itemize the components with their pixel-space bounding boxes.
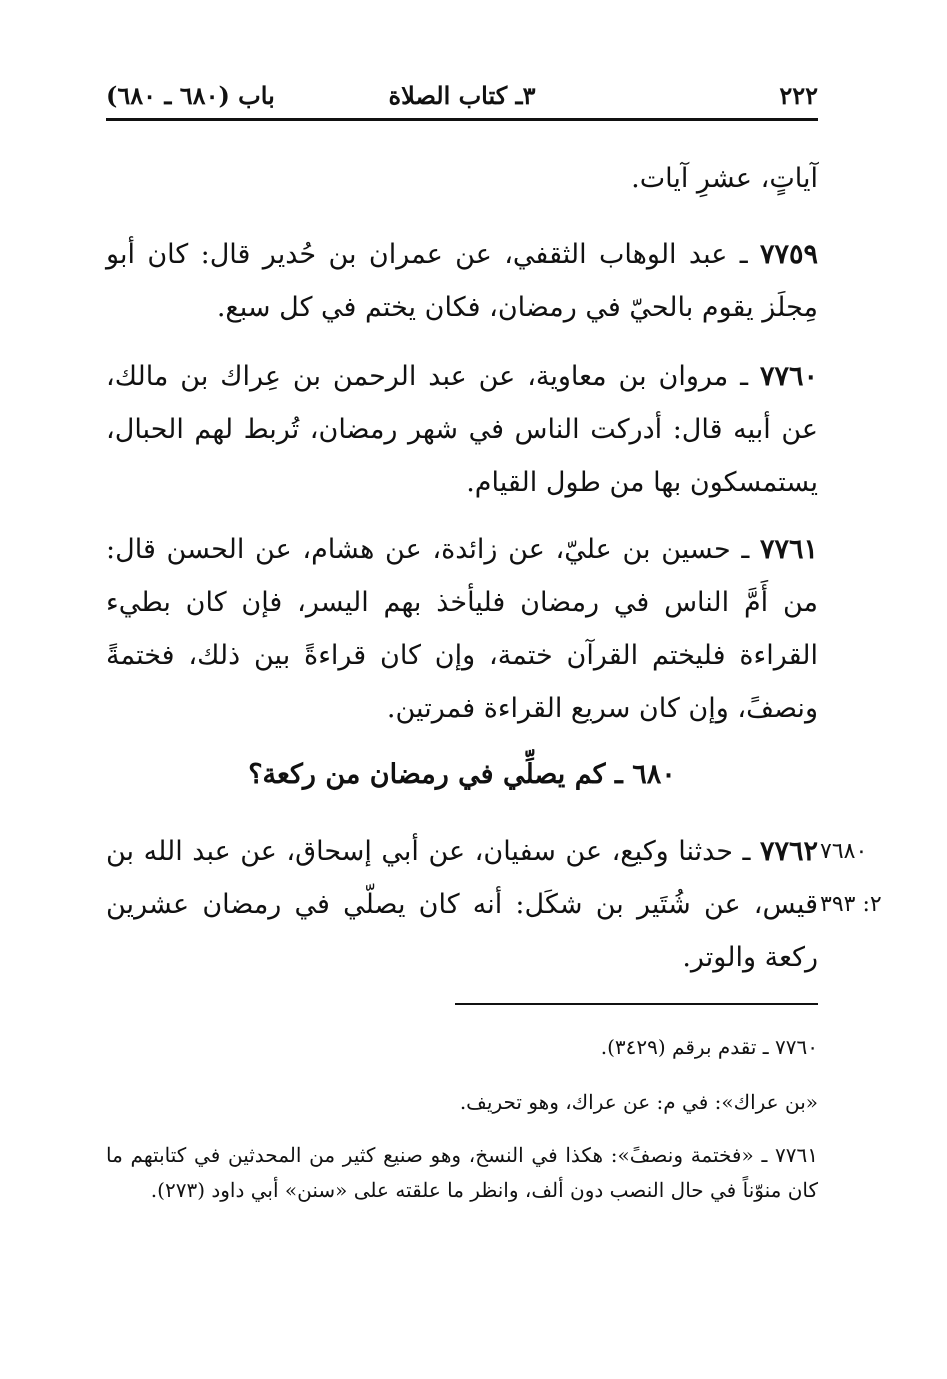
margin-reference: ٢: ٣٩٣ (820, 892, 882, 917)
hadith-text: ـ مروان بن معاوية، عن عبد الرحمن بن عِراك بن مالك، عن أبيه قال: أدركت الناس في شهر رمضان، تُربط لهم الحبال، يستمسكون بها من طول القيام. (106, 361, 818, 498)
hadith-text: ـ حسين بن عليّ، عن زائدة، عن هشام، عن الحسن قال: من أَمَّ الناس في رمضان فليأخذ بهم اليسر، فإن كان بطيء القراءة فليختم القرآن ختمة، وإن كان قراءةً بين ذلك، فختمةً ونصفً، وإن كان سريع القراءة فمرتين. (106, 534, 818, 724)
footnote-rule (455, 1003, 818, 1005)
margin-reference: ٧٦٨٠ (820, 839, 868, 864)
footnote: «بن عراك»: في م: عن عراك، وهو تحريف. (459, 1090, 818, 1114)
hadith-7762 (106, 825, 818, 984)
hadith-7760 (106, 350, 818, 509)
chapter-range: باب (٦٨٠ ـ ٦٨٠) (106, 81, 275, 110)
hadith-number: ٧٧٦١ (759, 534, 818, 565)
hadith-7759 (106, 228, 818, 334)
hadith-number: ٧٧٦٠ (759, 361, 818, 392)
footnote: ٧٧٦٠ ـ تقدم برقم (٣٤٢٩). (600, 1035, 818, 1059)
hadith-text: ـ حدثنا وكيع، عن سفيان، عن أبي إسحاق، عن عبد الله بن قيس، عن شُتَير بن شكَل: أنه كان يصلّي في رمضان عشرين ركعة والوتر. (106, 836, 818, 973)
hadith-7761 (106, 523, 818, 735)
hadith-number: ٧٧٦٢ (759, 836, 818, 867)
hadith-text: ـ عبد الوهاب الثقفي، عن عمران بن حُدير قال: كان أبو مِجلَز يقوم بالحيّ في رمضان، فكان يختم في كل سبع. (106, 239, 818, 323)
header-rule (106, 118, 818, 121)
hadith-number: ٧٧٥٩ (759, 239, 818, 270)
page-header (106, 76, 818, 116)
book-title: ٣ـ كتاب الصلاة (388, 81, 536, 110)
paragraph-continuation (106, 152, 818, 205)
chapter-heading: ٦٨٠ ـ كم يصلِّي في رمضان من ركعة؟ (248, 759, 676, 790)
page-number: ٢٢٢ (779, 81, 818, 110)
paragraph-text: آياتٍ، عشرِ آيات. (631, 163, 818, 194)
footnote: ٧٧٦١ ـ «فختمة ونصفً»: هكذا في النسخ، وهو صنيع كثير من المحدثين في كتابتهم ما كان منوّناً في حال النصب دون ألف، وانظر ما علقته على «سنن» أبي داود (٢٧٣). (106, 1143, 818, 1202)
